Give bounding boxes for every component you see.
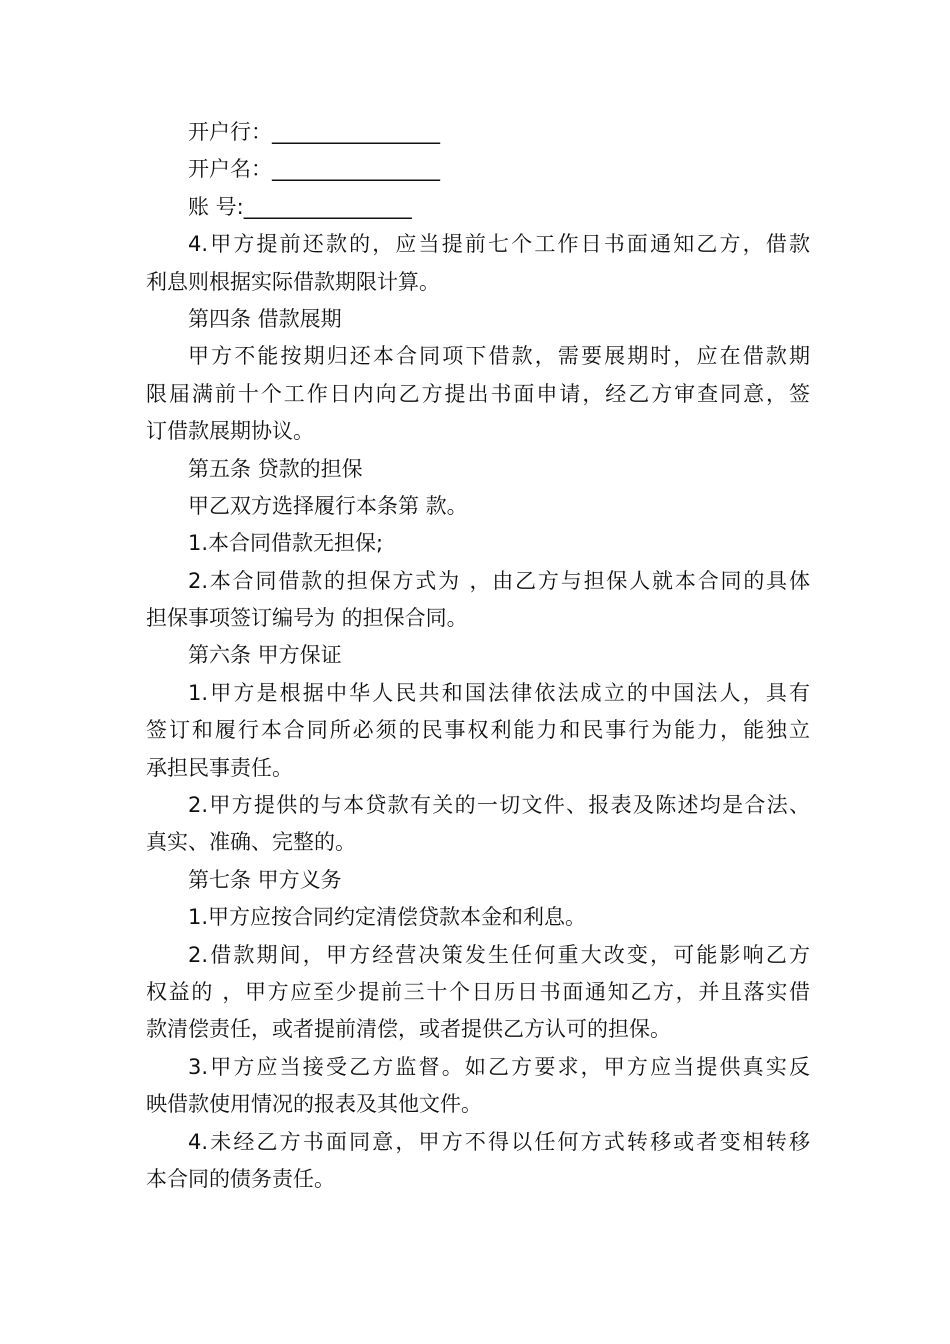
paragraph-line: 4.未经乙方书面同意，甲方不得以任何方式转移或者变相转移 <box>188 1129 810 1154</box>
account-name-line: 开户名：________________ <box>188 157 440 182</box>
section-heading-7: 第七条 甲方义务 <box>188 867 342 892</box>
paragraph-line: 担保事项签订编号为 的担保合同。 <box>146 606 468 631</box>
section-heading-6: 第六条 甲方保证 <box>188 643 342 668</box>
paragraph-line: 承担民事责任。 <box>146 755 293 780</box>
section-heading-4: 第四条 借款展期 <box>188 306 342 331</box>
paragraph-line: 映借款使用情况的报表及其他文件。 <box>146 1092 482 1117</box>
paragraph-line: 2.本合同借款的担保方式为 ，由乙方与担保人就本合同的具体 <box>188 568 810 593</box>
paragraph-line: 订借款展期协议。 <box>146 419 314 444</box>
account-number-line: 账 号:________________ <box>188 194 412 219</box>
paragraph-line: 1.甲方应按合同约定清偿贷款本金和利息。 <box>188 905 587 930</box>
paragraph-line: 甲方不能按期归还本合同项下借款，需要展期时，应在借款期 <box>188 344 810 369</box>
section-heading-5: 第五条 贷款的担保 <box>188 456 363 481</box>
paragraph-line: 款清偿责任，或者提前清偿，或者提供乙方认可的担保。 <box>146 1017 671 1042</box>
paragraph-line: 3.甲方应当接受乙方监督。如乙方要求，甲方应当提供真实反 <box>188 1054 810 1079</box>
bank-name-line: 开户行：________________ <box>188 120 440 144</box>
paragraph-line: 权益的 ，甲方应至少提前三十个日历日书面通知乙方，并且落实借 <box>146 979 810 1004</box>
paragraph-line: 签订和履行本合同所必须的民事权利能力和民事行为能力，能独立 <box>146 718 810 743</box>
paragraph-line: 限届满前十个工作日内向乙方提出书面申请，经乙方审查同意，签 <box>146 381 810 406</box>
paragraph-line: 1.本合同借款无担保; <box>188 531 384 556</box>
paragraph-line: 本合同的债务责任。 <box>146 1166 335 1191</box>
paragraph-line: 4.甲方提前还款的，应当提前七个工作日书面通知乙方，借款 <box>188 232 810 257</box>
paragraph-line: 利息则根据实际借款期限计算。 <box>146 269 440 294</box>
document-body <box>146 114 810 1198</box>
paragraph-line: 甲乙双方选择履行本条第 款。 <box>188 493 468 518</box>
paragraph-line: 真实、准确、完整的。 <box>146 830 356 855</box>
paragraph-line: 1.甲方是根据中华人民共和国法律依法成立的中国法人，具有 <box>188 680 810 705</box>
paragraph-line: 2.借款期间，甲方经营决策发生任何重大改变，可能影响乙方 <box>188 942 810 967</box>
paragraph-line: 2.甲方提供的与本贷款有关的一切文件、报表及陈述均是合法、 <box>188 793 810 818</box>
